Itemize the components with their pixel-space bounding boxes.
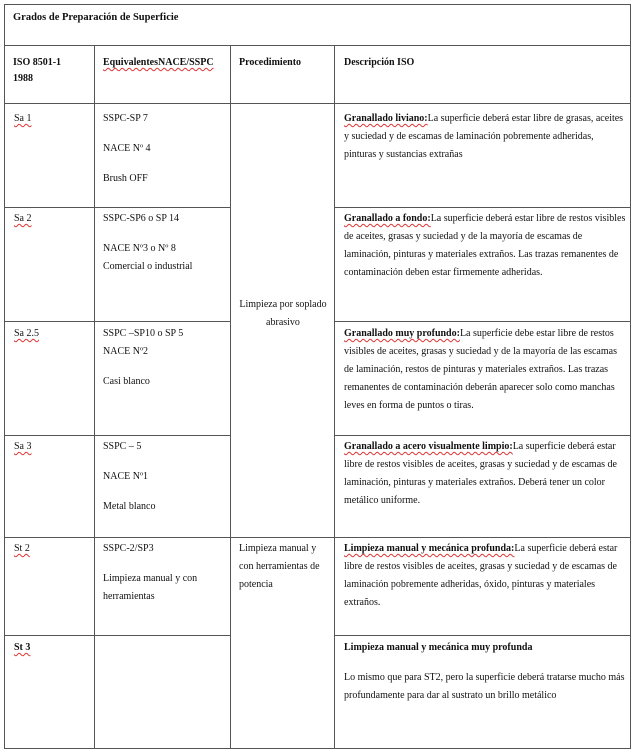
procedure-abrasive: Limpieza por soplado abrasivo <box>239 299 327 328</box>
eq-st2-common: Limpieza manual y con herramientas <box>103 573 198 602</box>
eq-sa1-common: Brush OFF <box>103 173 148 184</box>
desc-sa25-title: Granallado muy profundo: <box>344 328 460 339</box>
rule-title <box>4 45 631 46</box>
rule-sa2-desc <box>334 321 631 322</box>
desc-st3-text: Lo mismo que para ST2, pero la superficie deberá tratarse mucho más profundamente para dar al sustrato un brillo metálico <box>344 672 625 701</box>
header-equivalents: EquivalentesNACE/SSPC <box>103 57 214 68</box>
equivalents-sa3 <box>103 438 228 516</box>
rule-sa2 <box>4 321 230 322</box>
rule-sa1-desc <box>334 207 631 208</box>
desc-sa25-text: La superficie debe estar libre de restos visibles de aceites, grasas y suciedad y de la mayoría de las escamas de laminación, restos de pinturas y materiales extraños. Las trazas remanentes de contaminación deberán aparecer solo como manchas leves en forma de puntos o tiras. <box>344 328 617 411</box>
desc-st3-title: Limpieza manual y mecánica muy profunda <box>344 642 533 653</box>
equivalents-st2 <box>103 540 228 606</box>
procedure-manual: Limpieza manual y con herramientas de potencia <box>239 543 320 590</box>
header-iso-line2: 1988 <box>13 73 33 84</box>
desc-st2-text: La superficie deberá estar libre de restos visibles de aceites, grasas y suciedad y de escamas de laminación pobremente adheridas, óxido, pinturas y materiales extraños. <box>344 543 618 608</box>
eq-sa25-nace: NACE Nº2 <box>103 346 149 357</box>
description-st3 <box>344 639 628 705</box>
eq-sa2-common: Comercial o industrial <box>103 261 193 272</box>
header-procedure: Procedimiento <box>239 57 302 68</box>
eq-sa2-nace: NACE Nº3 o Nº 8 <box>103 243 176 254</box>
rule-st2-desc <box>334 635 631 636</box>
desc-sa3-text: La superficie deberá estar libre de restos visibles de aceites, grasas y suciedad y de escamas de laminación, pinturas y materiales extraños. Deberá tener un color metálico uniforme. <box>344 441 617 506</box>
grade-sa3: Sa 3 <box>14 441 32 452</box>
desc-st2-title: Limpieza manual y mecánica profunda: <box>344 543 515 554</box>
grade-st3: St 3 <box>14 642 31 653</box>
eq-sa2-sspc: SSPC-SP6 o SP 14 <box>103 213 180 224</box>
header-description: Descripción ISO <box>344 57 415 68</box>
rule-sa25-desc <box>334 435 631 436</box>
eq-st2-sspc: SSPC-2/SP3 <box>103 543 154 554</box>
grade-sa1: Sa 1 <box>14 113 32 124</box>
rule-sa25 <box>4 435 230 436</box>
col-divider-1 <box>94 45 95 749</box>
header-iso-line1: ISO 8501-1 <box>13 57 62 68</box>
rule-sa3 <box>4 537 631 538</box>
eq-sa25-sspc: SSPC –SP10 o SP 5 <box>103 328 184 339</box>
eq-sa3-nace: NACE Nº1 <box>103 471 149 482</box>
rule-header <box>4 103 631 104</box>
desc-sa1-title: Granallado liviano: <box>344 113 428 124</box>
description-sa1 <box>344 110 628 164</box>
equivalents-sa2 <box>103 210 228 276</box>
col-divider-3 <box>334 45 335 749</box>
eq-sa1-sspc: SSPC-SP 7 <box>103 113 148 124</box>
rule-sa1 <box>4 207 230 208</box>
eq-sa3-sspc: SSPC – 5 <box>103 441 142 452</box>
eq-sa3-common: Metal blanco <box>103 501 156 512</box>
rule-st2 <box>4 635 230 636</box>
description-sa3 <box>344 438 628 510</box>
equivalents-sa25 <box>103 325 228 391</box>
description-st2 <box>344 540 628 612</box>
grade-sa2: Sa 2 <box>14 213 32 224</box>
description-sa2 <box>344 210 628 282</box>
equivalents-sa1 <box>103 110 228 188</box>
eq-sa25-common: Casi blanco <box>103 376 150 387</box>
col-divider-2 <box>230 45 231 749</box>
desc-sa2-text: La superficie deberá estar libre de restos visibles de aceites, grasas y suciedad y de la mayoría de escamas de laminación, pinturas y materiales extraños. Las trazas remanentes de contaminación deben estar firmemente adheridas. <box>344 213 626 278</box>
desc-sa1-text: La superficie deberá estar libre de grasas, aceites y suciedad y de escamas de laminación pobremente adheridas, pinturas y sustancias extrañas <box>344 113 624 160</box>
table-title: Grados de Preparación de Superficie <box>13 12 179 23</box>
eq-sa1-nace: NACE Nº 4 <box>103 143 151 154</box>
grade-st2: St 2 <box>14 543 30 554</box>
description-sa25 <box>344 325 628 415</box>
grade-sa25: Sa 2.5 <box>14 328 39 339</box>
desc-sa3-title: Granallado a acero visualmente limpio: <box>344 441 513 452</box>
header-iso <box>13 56 91 86</box>
desc-sa2-title: Granallado a fondo: <box>344 213 431 224</box>
